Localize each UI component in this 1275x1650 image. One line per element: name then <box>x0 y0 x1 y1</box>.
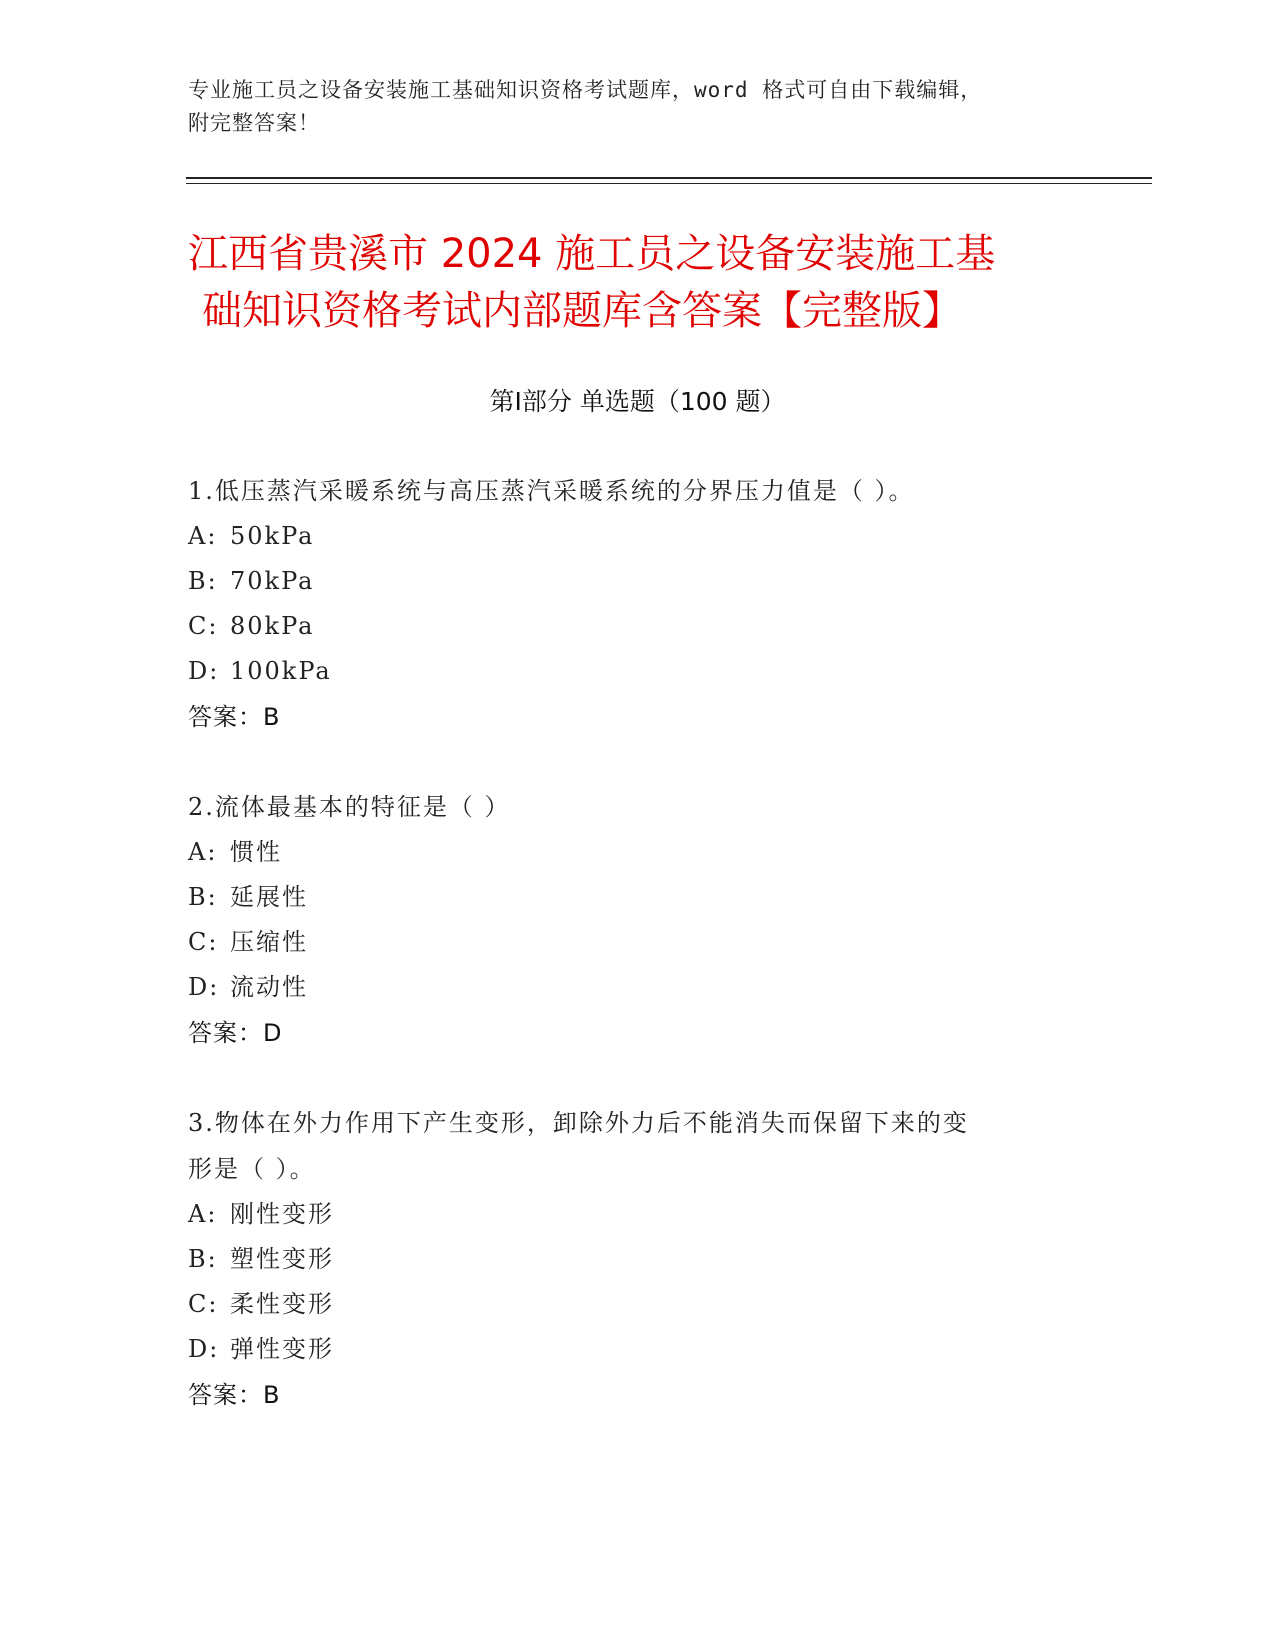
option-text: 压缩性 <box>230 928 308 956</box>
option-text: 塑性变形 <box>230 1245 334 1273</box>
section-heading: 第Ⅰ部分 单选题（100 题） <box>489 387 786 416</box>
option-a <box>188 514 1068 559</box>
header-note <box>188 74 1068 140</box>
document-title-line: 础知识资格考试内部题库含答案【完整版】 <box>202 288 962 334</box>
option-letter: A: <box>188 1200 218 1228</box>
header-rule-thick <box>186 177 1152 179</box>
option-text: 70kPa <box>230 567 315 595</box>
document-title-line: 江西省贵溪市 2024 施工员之设备安装施工基 <box>188 231 996 277</box>
question-stem-continued: 形是（ ）。 <box>188 1155 316 1183</box>
option-text: 80kPa <box>230 612 315 640</box>
option-d <box>188 965 1068 1010</box>
option-letter: B: <box>188 567 218 595</box>
question-2 <box>188 784 1068 1056</box>
option-letter: D: <box>188 657 220 685</box>
option-b <box>188 559 1068 604</box>
header-rule-thin <box>186 183 1152 184</box>
option-a <box>188 1192 1068 1237</box>
document-title <box>188 226 1088 340</box>
option-text: 100kPa <box>230 657 332 685</box>
question-stem: 3.物体在外力作用下产生变形，卸除外力后不能消失而保留下来的变 <box>188 1109 969 1137</box>
question-1 <box>188 468 1068 740</box>
option-text: 弹性变形 <box>230 1335 334 1363</box>
option-letter: D: <box>188 1335 220 1363</box>
option-d <box>188 1327 1068 1372</box>
option-text: 流动性 <box>230 973 308 1001</box>
option-c <box>188 920 1068 965</box>
option-b <box>188 1237 1068 1282</box>
header-note-line: 附完整答案！ <box>188 111 320 135</box>
option-d <box>188 649 1068 694</box>
option-text: 50kPa <box>230 522 315 550</box>
option-text: 柔性变形 <box>230 1290 334 1318</box>
option-text: 刚性变形 <box>230 1200 334 1228</box>
answer-line: 答案：D <box>188 1019 283 1047</box>
option-a <box>188 830 1068 875</box>
option-c <box>188 1282 1068 1327</box>
option-letter: C: <box>188 928 219 956</box>
option-letter: C: <box>188 1290 219 1318</box>
option-letter: D: <box>188 973 220 1001</box>
option-text: 惯性 <box>230 838 282 866</box>
option-letter: A: <box>188 522 218 550</box>
option-b <box>188 875 1068 920</box>
question-stem: 2.流体最基本的特征是（ ） <box>188 793 511 821</box>
option-letter: A: <box>188 838 218 866</box>
option-letter: B: <box>188 883 218 911</box>
question-stem: 1.低压蒸汽采暖系统与高压蒸汽采暖系统的分界压力值是（ ）。 <box>188 477 915 505</box>
header-note-line: 专业施工员之设备安装施工基础知识资格考试题库，word 格式可自由下载编辑， <box>188 78 983 102</box>
option-text: 延展性 <box>230 883 308 911</box>
option-letter: C: <box>188 612 219 640</box>
answer-line: 答案：B <box>188 1381 281 1409</box>
question-3 <box>188 1100 1068 1418</box>
option-c <box>188 604 1068 649</box>
answer-line: 答案：B <box>188 703 281 731</box>
option-letter: B: <box>188 1245 218 1273</box>
